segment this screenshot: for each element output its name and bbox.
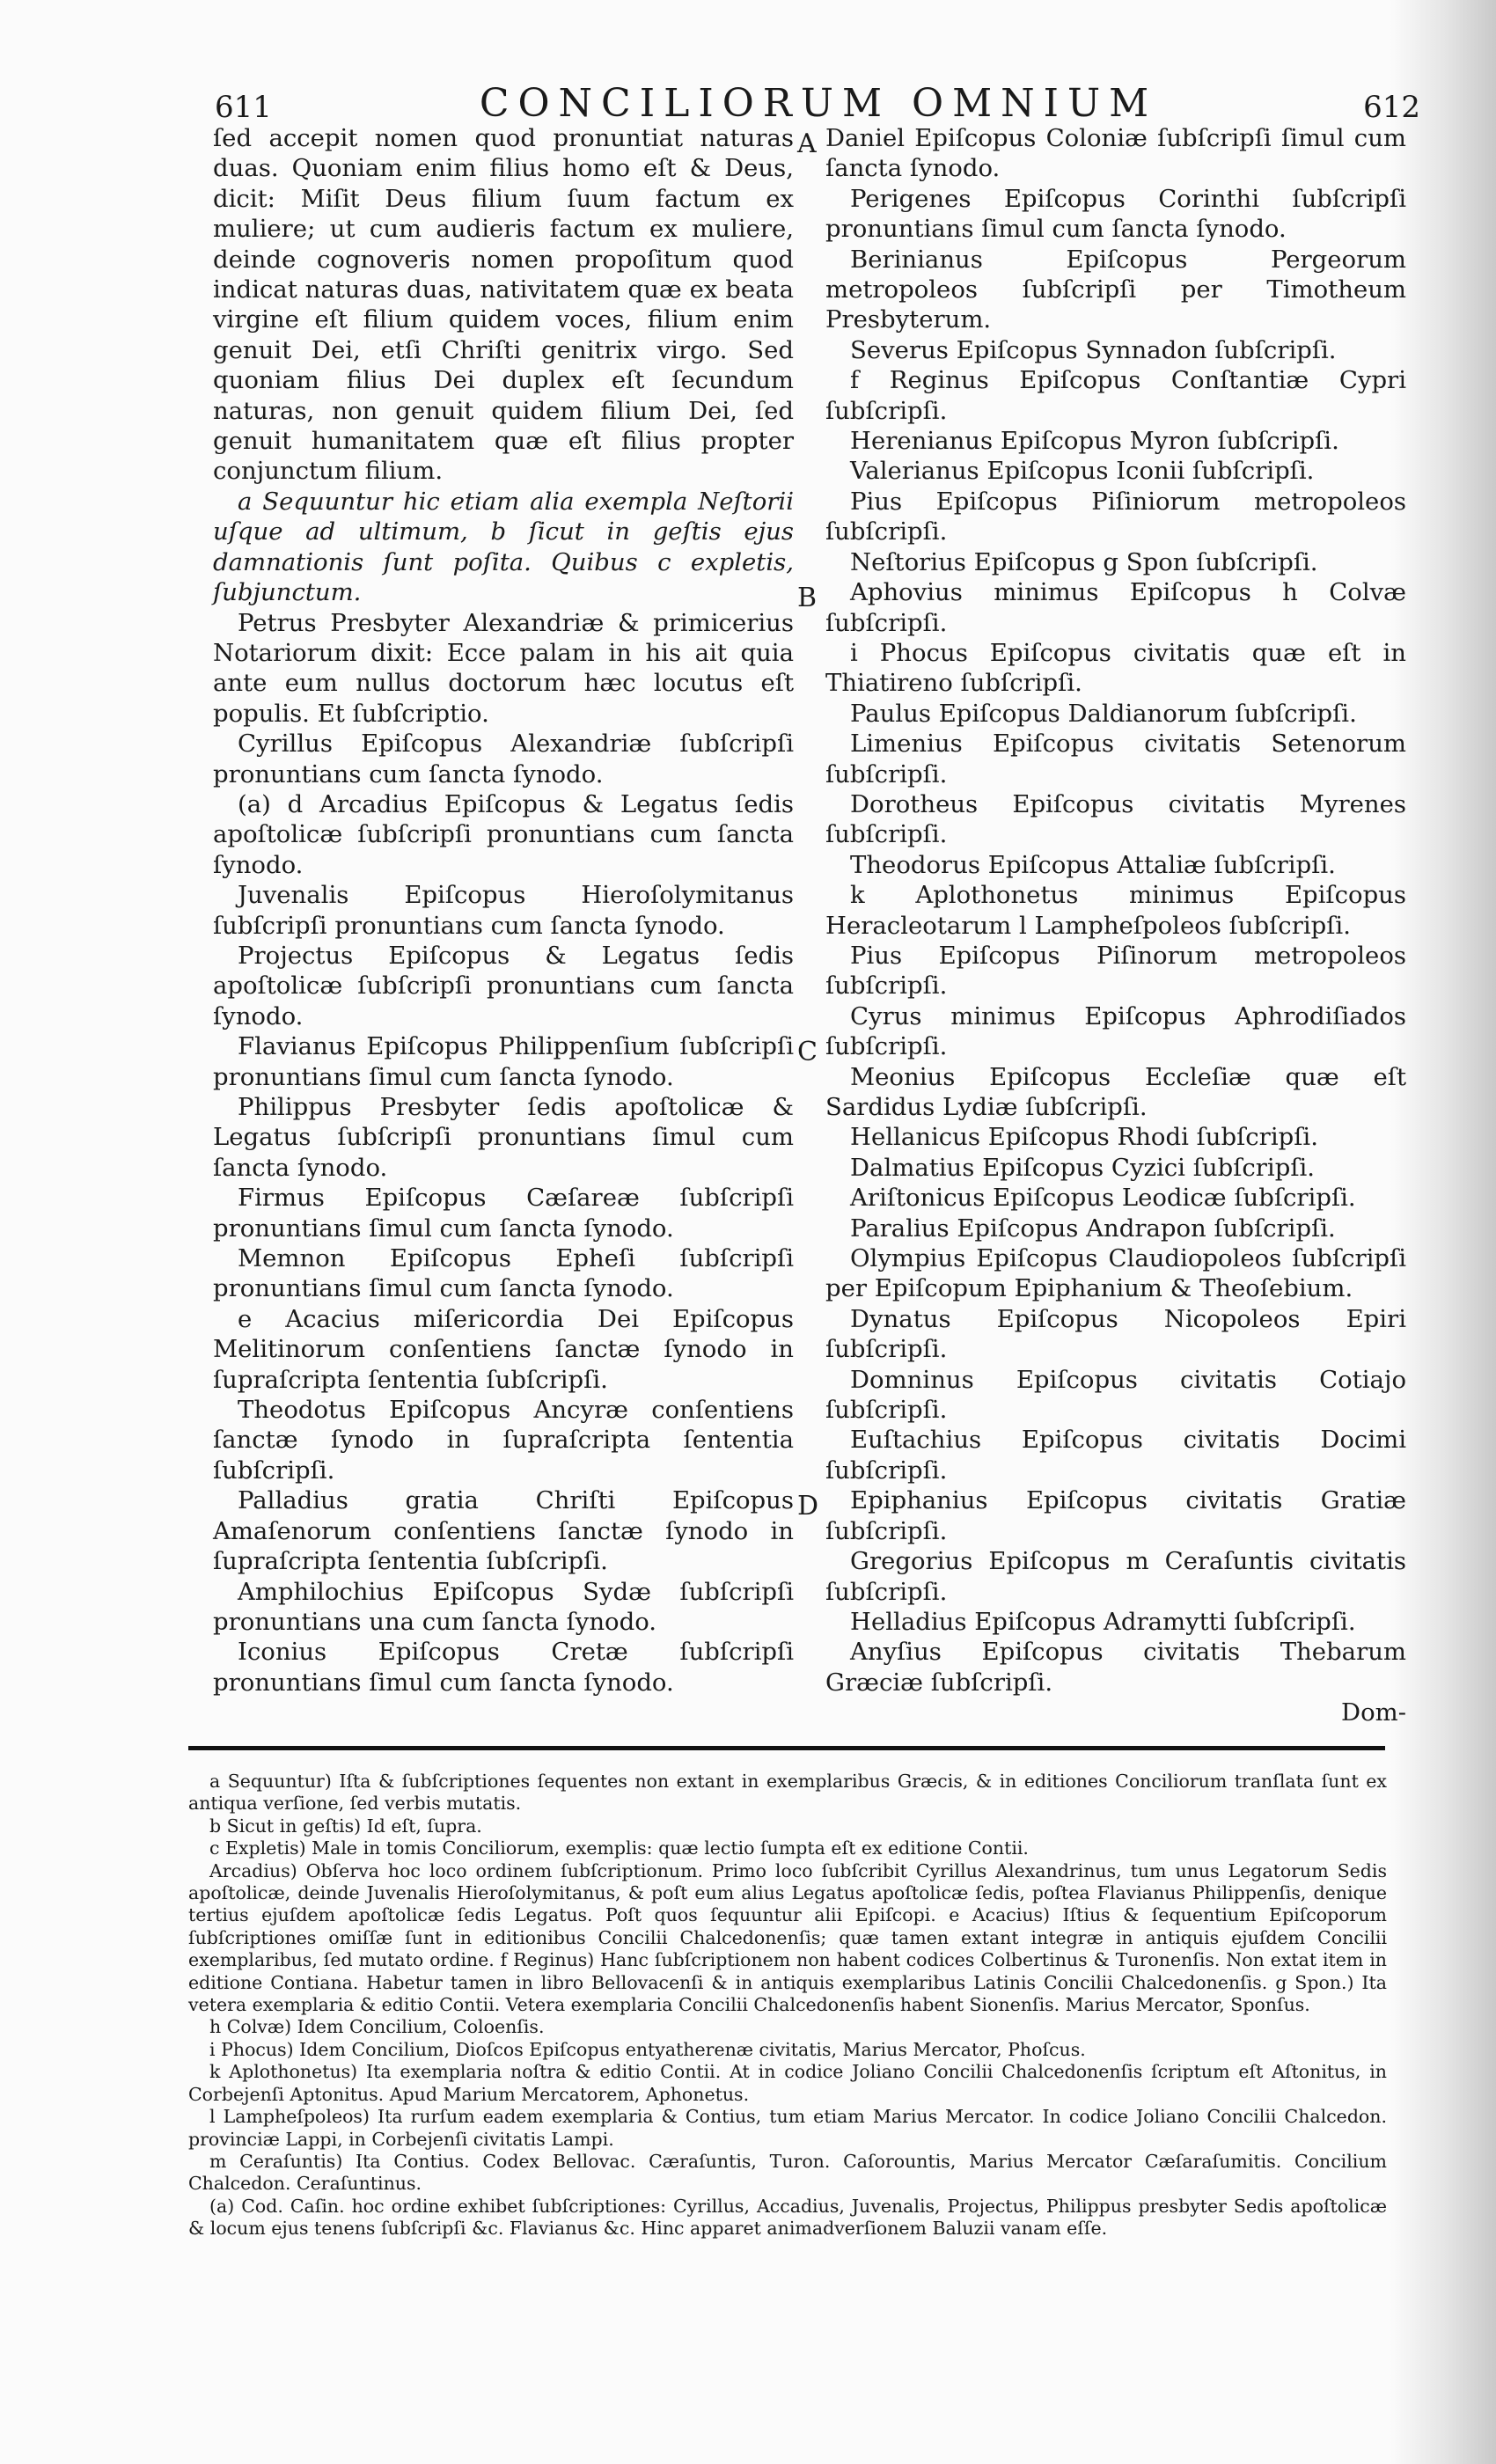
subscription: Olympius Epiſcopus Claudiopoleos ſubſcripſi per Epiſcopum Epiphanium & Theoſebium. xyxy=(825,1244,1406,1303)
subscription: Juvenalis Epiſcopus Hieroſolymitanus ſubſcripſi pronuntians cum ſancta ſynodo. xyxy=(213,881,794,940)
subscription: Perigenes Epiſcopus Corinthi ſubſcripſi pronuntians ſimul cum ſancta ſynodo. xyxy=(825,184,1406,244)
subscription: Palladius gratia Chriſti Epiſcopus Amaſenorum conſentiens ſanctæ ſynodo in ſupraſcripta ſententia ſubſcripſi. xyxy=(213,1486,794,1576)
subscription: Cyrus minimus Epiſcopus Aphrodiſiados ſubſcripſi. xyxy=(825,1001,1406,1061)
paragraph: ſed accepit nomen quod pronuntiat naturas duas. Quoniam enim filius homo eſt & Deus, dicit: Miſit Deus filium ſuum factum ex muliere; ut cum audieris factum ex muliere, deinde cognoveris nomen propoſitum quod indicat naturas duas, nativitatem quæ ex beata virgine eſt filium quidem voces, filium enim genuit Dei, etſi Chriſti genitrix virgo. Sed quoniam filius Dei duplex eſt ſecundum naturas, non genuit quidem filium Dei, ſed genuit humanitatem quæ eſt filius propter conjunctum filium. xyxy=(213,124,794,486)
subscription: Dynatus Epiſcopus Nicopoleos Epiri ſubſcripſi. xyxy=(825,1304,1406,1364)
footnote: c Expletis) Male in tomis Conciliorum, exemplis: quæ lectio ſumpta eſt ex editione Contii. xyxy=(209,1837,1029,1859)
subscription: f Reginus Epiſcopus Conſtantiæ Cypri ſubſcripſi. xyxy=(825,366,1406,425)
subscription: Herenianus Epiſcopus Myron ſubſcripſi. xyxy=(850,427,1339,456)
subscription: Meonius Epiſcopus Eccleſiæ quæ eſt Sardidus Lydiæ ſubſcripſi. xyxy=(825,1062,1406,1121)
subscription: Firmus Epiſcopus Cæſareæ ſubſcripſi pronuntians ſimul cum ſancta ſynodo. xyxy=(213,1184,794,1243)
subscription: Theodorus Epiſcopus Attaliæ ſubſcripſi. xyxy=(850,850,1336,879)
subscription: Dorotheus Epiſcopus civitatis Myrenes ſubſcripſi. xyxy=(825,789,1406,849)
margin-letter-c: C xyxy=(797,1037,818,1067)
footnote: b Sicut in geſtis) Id eſt, ſupra. xyxy=(209,1815,482,1837)
page-number-left: 611 xyxy=(215,90,272,125)
subscription: e Acacius miſericordia Dei Epiſcopus Melitinorum conſentiens ſanctæ ſynodo in ſupraſcripta ſententia ſubſcripſi. xyxy=(213,1304,794,1394)
subscription: Anyſius Epiſcopus civitatis Thebarum Græciæ ſubſcripſi. xyxy=(825,1638,1406,1697)
footnotes xyxy=(188,1771,1387,2240)
subscription: Philippus Presbyter ſedis apoſtolicæ & Legatus ſubſcripſi pronuntians ſimul cum ſancta ſynodo. xyxy=(213,1093,794,1182)
subscription: Ariſtonicus Epiſcopus Leodicæ ſubſcripſi. xyxy=(850,1184,1356,1213)
footnote: m Ceraſuntis) Ita Contius. Codex Bellovac. Cæraſuntis, Turon. Caſorountis, Marius Mercator Cæſaraſumitis. Concilium Chalcedon. Ceraſuntinus. xyxy=(188,2150,1387,2195)
subscription: Iconius Epiſcopus Cretæ ſubſcripſi pronuntians ſimul cum ſancta ſynodo. xyxy=(213,1638,794,1697)
subscription: Limenius Epiſcopus civitatis Setenorum ſubſcripſi. xyxy=(825,730,1406,788)
subscription: Epiphanius Epiſcopus civitatis Gratiæ ſubſcripſi. xyxy=(825,1486,1406,1545)
left-column xyxy=(213,123,794,1698)
subscription: Paulus Epiſcopus Daldianorum ſubſcripſi. xyxy=(850,699,1357,728)
footnote: Arcadius) Obſerva hoc loco ordinem ſubſcriptionum. Primo loco ſubſcribit Cyrillus Alexandrinus, tum unus Legatorum Sedis apoſtolicæ, deinde Juvenalis Hieroſolymitanus, & poſt eum alius Legatus apoſtolicæ ſedis, poſtea Flavianus Philippenſis, denique tertius ejuſdem apoſtolicæ ſedis Legatus. Poſt quos ſequuntur alii Epiſcopi. e Acacius) Iſtius & ſequentium Epiſcoporum ſubſcriptiones omiſſæ ſunt in editionibus Concilii Chalcedonenſis; quæ tamen extant integræ in antiquis ejuſdem Concilii exemplaribus, ſed mutato ordine. f Reginus) Hanc ſubſcriptionem non habent codices Colbertinus & Turonenſis. Non extat item in editione Contiana. Habetur tamen in libro Bellovacenſi & in antiquis exemplaribus Latinis Concilii Chalcedonenſis. g Spon.) Ita vetera exemplaria & editio Contii. Vetera exemplaria Concilii Chalcedonenſis habent Sionenſis. Marius Mercator, Sponſus. xyxy=(188,1859,1387,2016)
footnote: i Phocus) Idem Concilium, Dioſcos Epiſcopus entyatherenæ civitatis, Marius Mercator, Phoſcus. xyxy=(209,2038,1086,2060)
subscription: Aphovius minimus Epiſcopus h Colvæ ſubſcripſi. xyxy=(825,578,1406,637)
running-title: CONCILIORUM OMNIUM xyxy=(479,81,1158,126)
subscription: Daniel Epiſcopus Coloniæ ſubſcripſi ſimul cum ſancta ſynodo. xyxy=(825,124,1406,183)
page-number-right: 612 xyxy=(1363,90,1420,125)
subscription: Berinianus Epiſcopus Pergeorum metropoleos ſubſcripſi per Timotheum Presbyterum. xyxy=(825,245,1406,334)
subscription: Domninus Epiſcopus civitatis Cotiajo ſubſcripſi. xyxy=(825,1365,1406,1425)
footnote: (a) Cod. Caſin. hoc ordine exhibet ſubſcriptiones: Cyrillus, Accadius, Juvenalis, Projectus, Philippus presbyter Sedis apoſtolicæ & locum ejus tenens ſubſcripſi &c. Flavianus &c. Hinc apparet animadverſionem Baluzii vanam eſſe. xyxy=(188,2195,1387,2240)
subscription: Helladius Epiſcopus Adramytti ſubſcripſi. xyxy=(850,1607,1356,1636)
subscription: Euſtachius Epiſcopus civitatis Docimi ſubſcripſi. xyxy=(825,1426,1406,1485)
subscription: Theodotus Epiſcopus Ancyræ conſentiens ſanctæ ſynodo in ſupraſcripta ſententia ſubſcripſi. xyxy=(213,1396,794,1485)
catchword: Dom- xyxy=(1341,1698,1406,1727)
subscription: Memnon Epiſcopus Epheſi ſubſcripſi pronuntians ſimul cum ſancta ſynodo. xyxy=(213,1244,794,1303)
footnote-rule xyxy=(188,1746,1385,1750)
paragraph: a Sequuntur hic etiam alia exempla Neſtorii uſque ad ultimum, b ſicut in geſtis ejus damnationis ſunt poſita. Quibus c expletis, ſubjunctum. xyxy=(213,487,794,607)
subscription: Neſtorius Epiſcopus g Spon ſubſcripſi. xyxy=(850,547,1318,576)
subscription: Severus Epiſcopus Synnadon ſubſcripſi. xyxy=(850,335,1337,364)
footnote: k Aplothonetus) Ita exemplaria noſtra & editio Contii. At in codice Joliano Concilii Chalcedonenſis ſcriptum eſt Aſtonitus, in Corbejenſi Aptonitus. Apud Marium Mercatorem, Aphonetus. xyxy=(188,2061,1387,2105)
footnote: l Lampheſpoleos) Ita rurſum eadem exemplaria & Contius, tum etiam Marius Mercator. In codice Joliano Concilii Chalcedon. provinciæ Lappi, in Corbejenſi civitatis Lampi. xyxy=(188,2106,1387,2150)
paragraph: Petrus Presbyter Alexandriæ & primicerius Notariorum dixit: Ecce palam in his ait quia ante eum nullus doctorum hæc locutus eſt populis. Et ſubſcriptio. xyxy=(213,608,794,728)
margin-letter-d: D xyxy=(797,1491,819,1522)
margin-letter-b: B xyxy=(797,583,818,613)
subscription: Hellanicus Epiſcopus Rhodi ſubſcripſi. xyxy=(850,1123,1318,1152)
footnote: a Sequuntur) Iſta & ſubſcriptiones ſequentes non extant in exemplaribus Græcis, & in editiones Conciliorum tranſlata ſunt ex antiqua verſione, ſed verbis mutatis. xyxy=(188,1771,1387,1815)
subscription: Valerianus Epiſcopus Iconii ſubſcripſi. xyxy=(850,457,1315,486)
footnote: h Colvæ) Idem Concilium, Coloenſis. xyxy=(209,2016,545,2038)
subscription: Gregorius Epiſcopus m Ceraſuntis civitatis ſubſcripſi. xyxy=(825,1547,1406,1606)
subscription: Dalmatius Epiſcopus Cyzici ſubſcripſi. xyxy=(850,1153,1316,1182)
margin-letter-a: A xyxy=(797,128,817,159)
subscription: Paralius Epiſcopus Andrapon ſubſcripſi. xyxy=(850,1214,1336,1243)
subscription: Pius Epiſcopus Piſiniorum metropoleos ſubſcripſi. xyxy=(825,487,1406,546)
subscription: Pius Epiſcopus Piſinorum metropoleos ſubſcripſi. xyxy=(825,941,1406,1001)
subscription: i Phocus Epiſcopus civitatis quæ eſt in Thiatireno ſubſcripſi. xyxy=(825,638,1406,698)
subscription: Projectus Epiſcopus & Legatus ſedis apoſtolicæ ſubſcripſi pronuntians cum ſancta ſynodo. xyxy=(213,941,794,1030)
subscription: Amphilochius Epiſcopus Sydæ ſubſcripſi pronuntians una cum ſancta ſynodo. xyxy=(213,1577,794,1636)
subscription: (a) d Arcadius Epiſcopus & Legatus ſedis apoſtolicæ ſubſcripſi pronuntians cum ſancta ſynodo. xyxy=(213,789,794,879)
subscription: k Aplothonetus minimus Epiſcopus Heracleotarum l Lampheſpoleos ſubſcripſi. xyxy=(825,881,1406,940)
right-column xyxy=(825,123,1406,1728)
subscription: Flavianus Epiſcopus Philippenſium ſubſcripſi pronuntians ſimul cum ſancta ſynodo. xyxy=(213,1032,794,1091)
subscription: Cyrillus Epiſcopus Alexandriæ ſubſcripſi pronuntians cum ſancta ſynodo. xyxy=(213,730,794,788)
